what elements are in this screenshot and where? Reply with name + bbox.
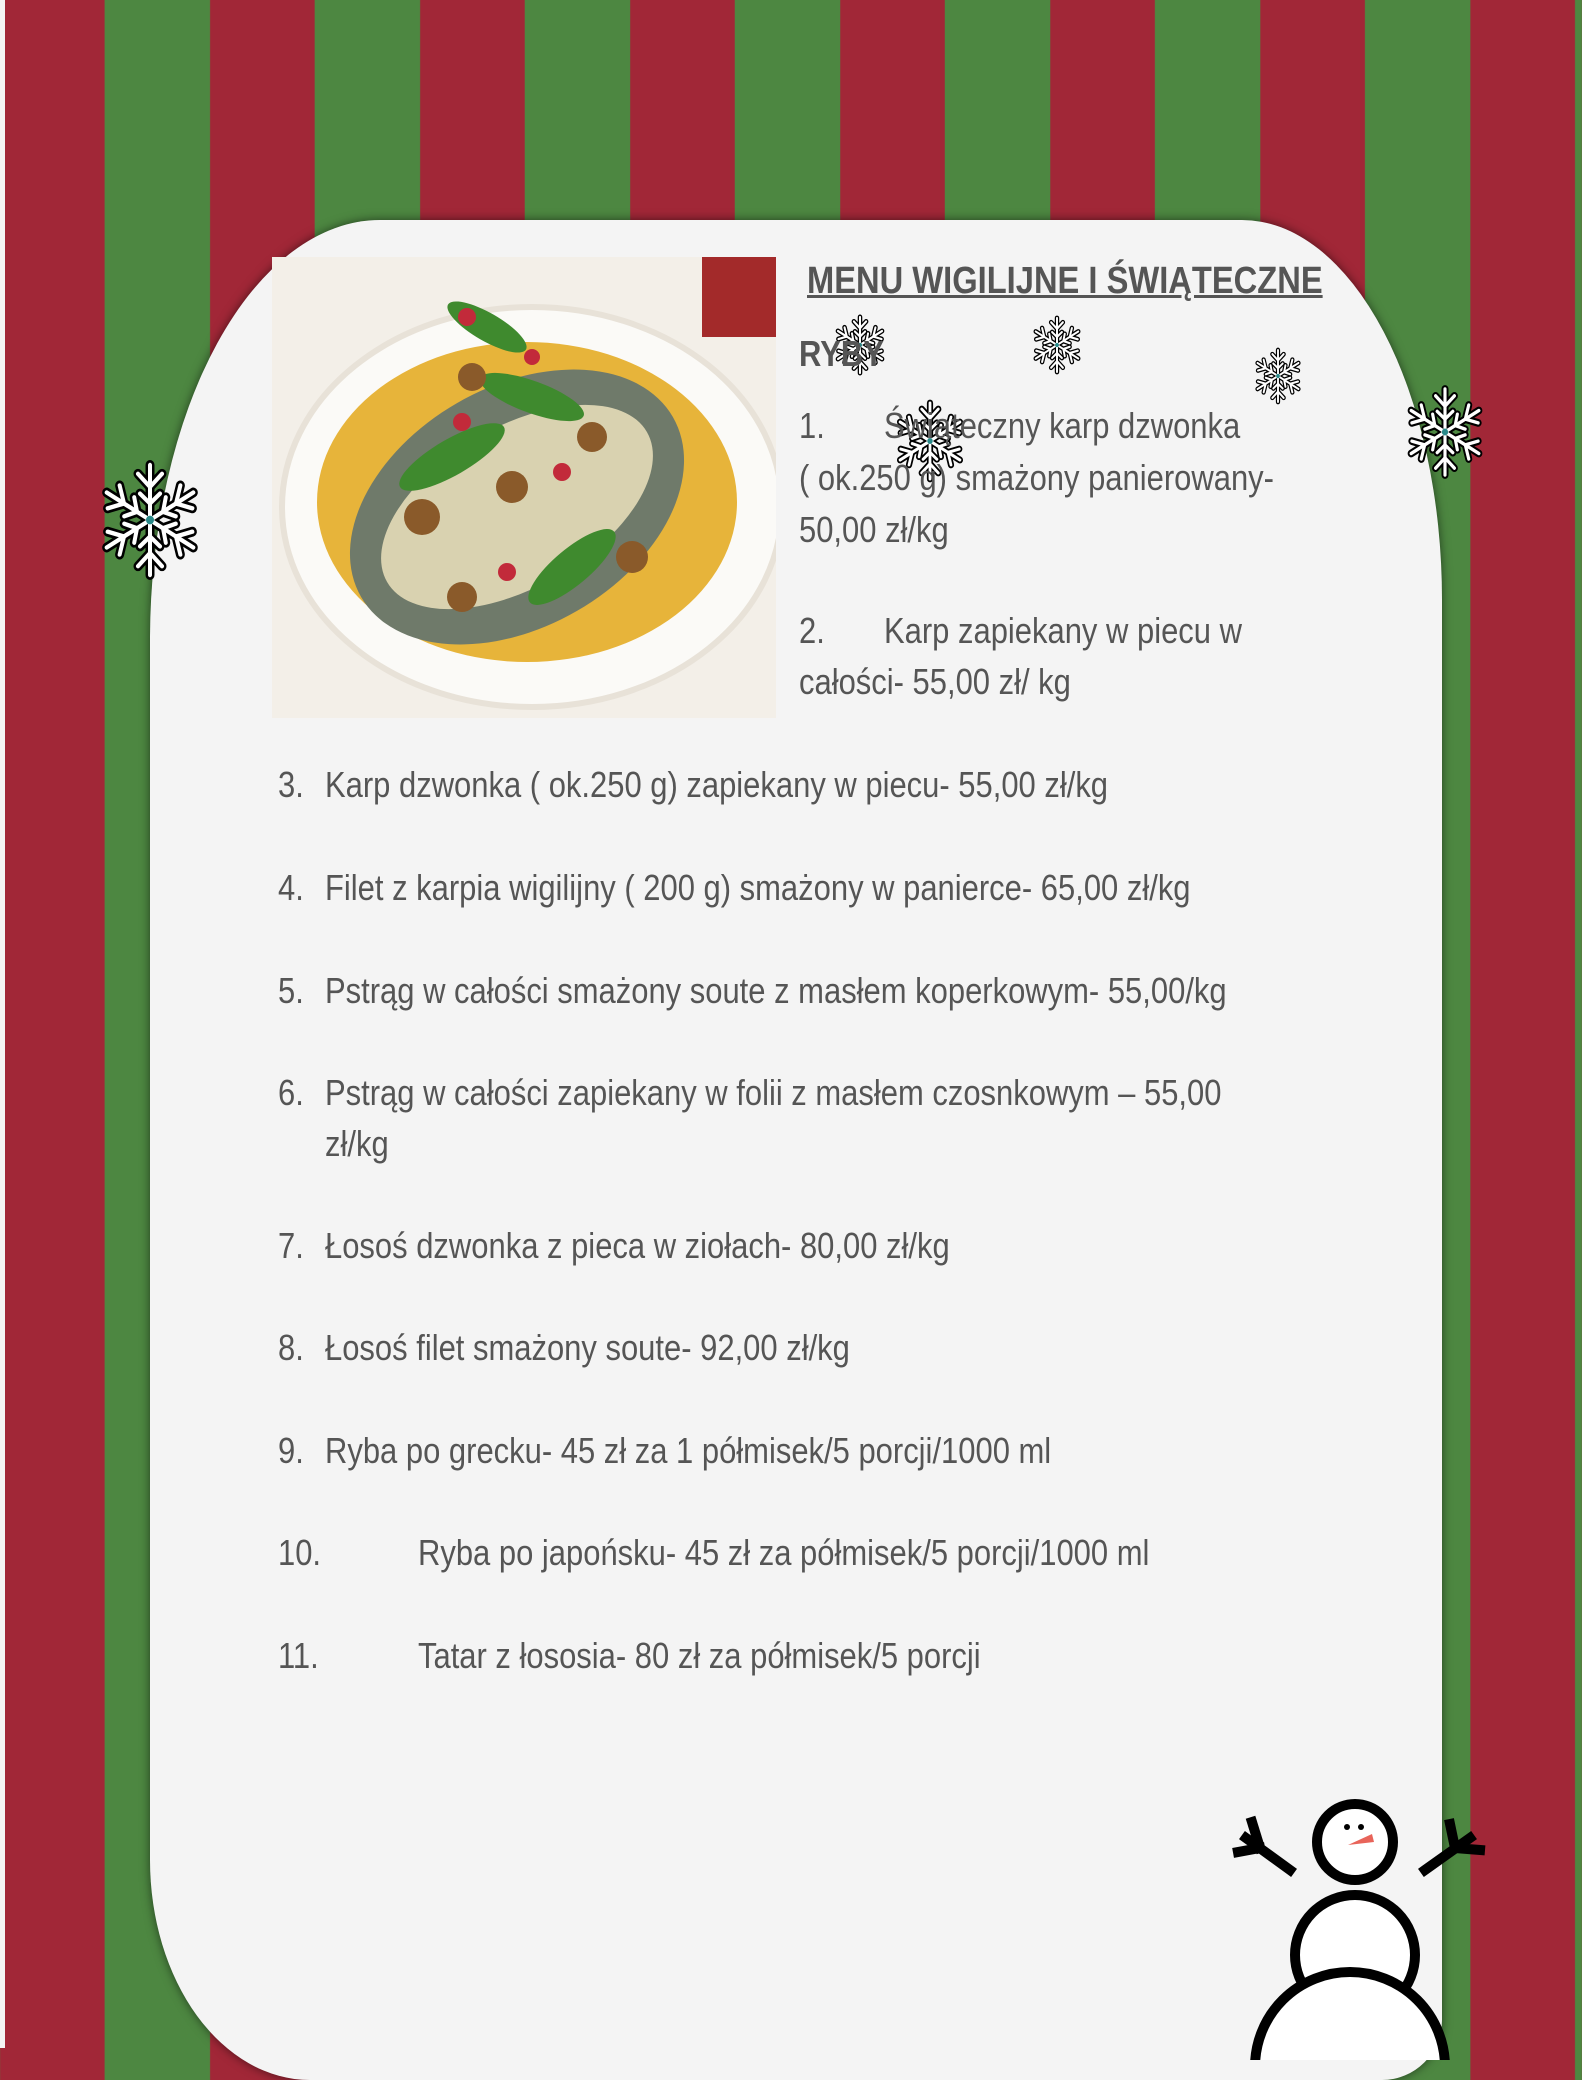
snowflake-icon: [95, 460, 205, 580]
item-number: 3.: [278, 764, 304, 805]
item-number: 11.: [278, 1635, 319, 1676]
dish-photo: [272, 257, 776, 718]
item-text: Pstrąg w całości zapiekany w folii z masłem czosnkowym – 55,00: [325, 1072, 1222, 1113]
item-text: ( ok.250 g) smażony panierowany-: [799, 457, 1274, 498]
item-text: Świąteczny karp dzwonka: [884, 405, 1241, 446]
item-number: 1.: [799, 405, 825, 446]
item-number: 6.: [278, 1072, 304, 1113]
item-number: 8.: [278, 1327, 304, 1368]
item-text: Łosoś dzwonka z pieca w ziołach- 80,00 zł/kg: [325, 1225, 950, 1266]
item-text: Łosoś filet smażony soute- 92,00 zł/kg: [325, 1327, 850, 1368]
snowflake-icon: [1030, 312, 1084, 378]
section-heading: RYBY: [799, 333, 884, 374]
item-text: Filet z karpia wigilijny ( 200 g) smażony w panierce- 65,00 zł/kg: [325, 867, 1191, 908]
snowflake-icon: [1402, 382, 1488, 482]
item-text: Tatar z łososia- 80 zł za półmisek/5 porcji: [418, 1635, 981, 1676]
menu-title: MENU WIGILIJNE I ŚWIĄTECZNE: [807, 260, 1323, 302]
item-text: Karp zapiekany w piecu w: [884, 610, 1242, 651]
item-number: 10.: [278, 1532, 322, 1573]
item-text: Karp dzwonka ( ok.250 g) zapiekany w piecu- 55,00 zł/kg: [325, 764, 1109, 805]
page-edge: [0, 0, 5, 2048]
item-text: zł/kg: [325, 1123, 389, 1164]
item-text: całości- 55,00 zł/ kg: [799, 661, 1071, 702]
snowman-icon: [1230, 1790, 1490, 2060]
item-number: 9.: [278, 1430, 304, 1471]
item-number: 2.: [799, 610, 825, 651]
item-text: Ryba po japońsku- 45 zł za półmisek/5 porcji/1000 ml: [418, 1532, 1150, 1573]
snowflake-icon: [1252, 345, 1304, 407]
item-text: Pstrąg w całości smażony soute z masłem koperkowym- 55,00/kg: [325, 970, 1227, 1011]
item-number: 5.: [278, 970, 304, 1011]
item-text: Ryba po grecku- 45 zł za 1 półmisek/5 porcji/1000 ml: [325, 1430, 1052, 1471]
item-number: 4.: [278, 867, 304, 908]
item-number: 7.: [278, 1225, 304, 1266]
item-text: 50,00 zł/kg: [799, 509, 949, 550]
